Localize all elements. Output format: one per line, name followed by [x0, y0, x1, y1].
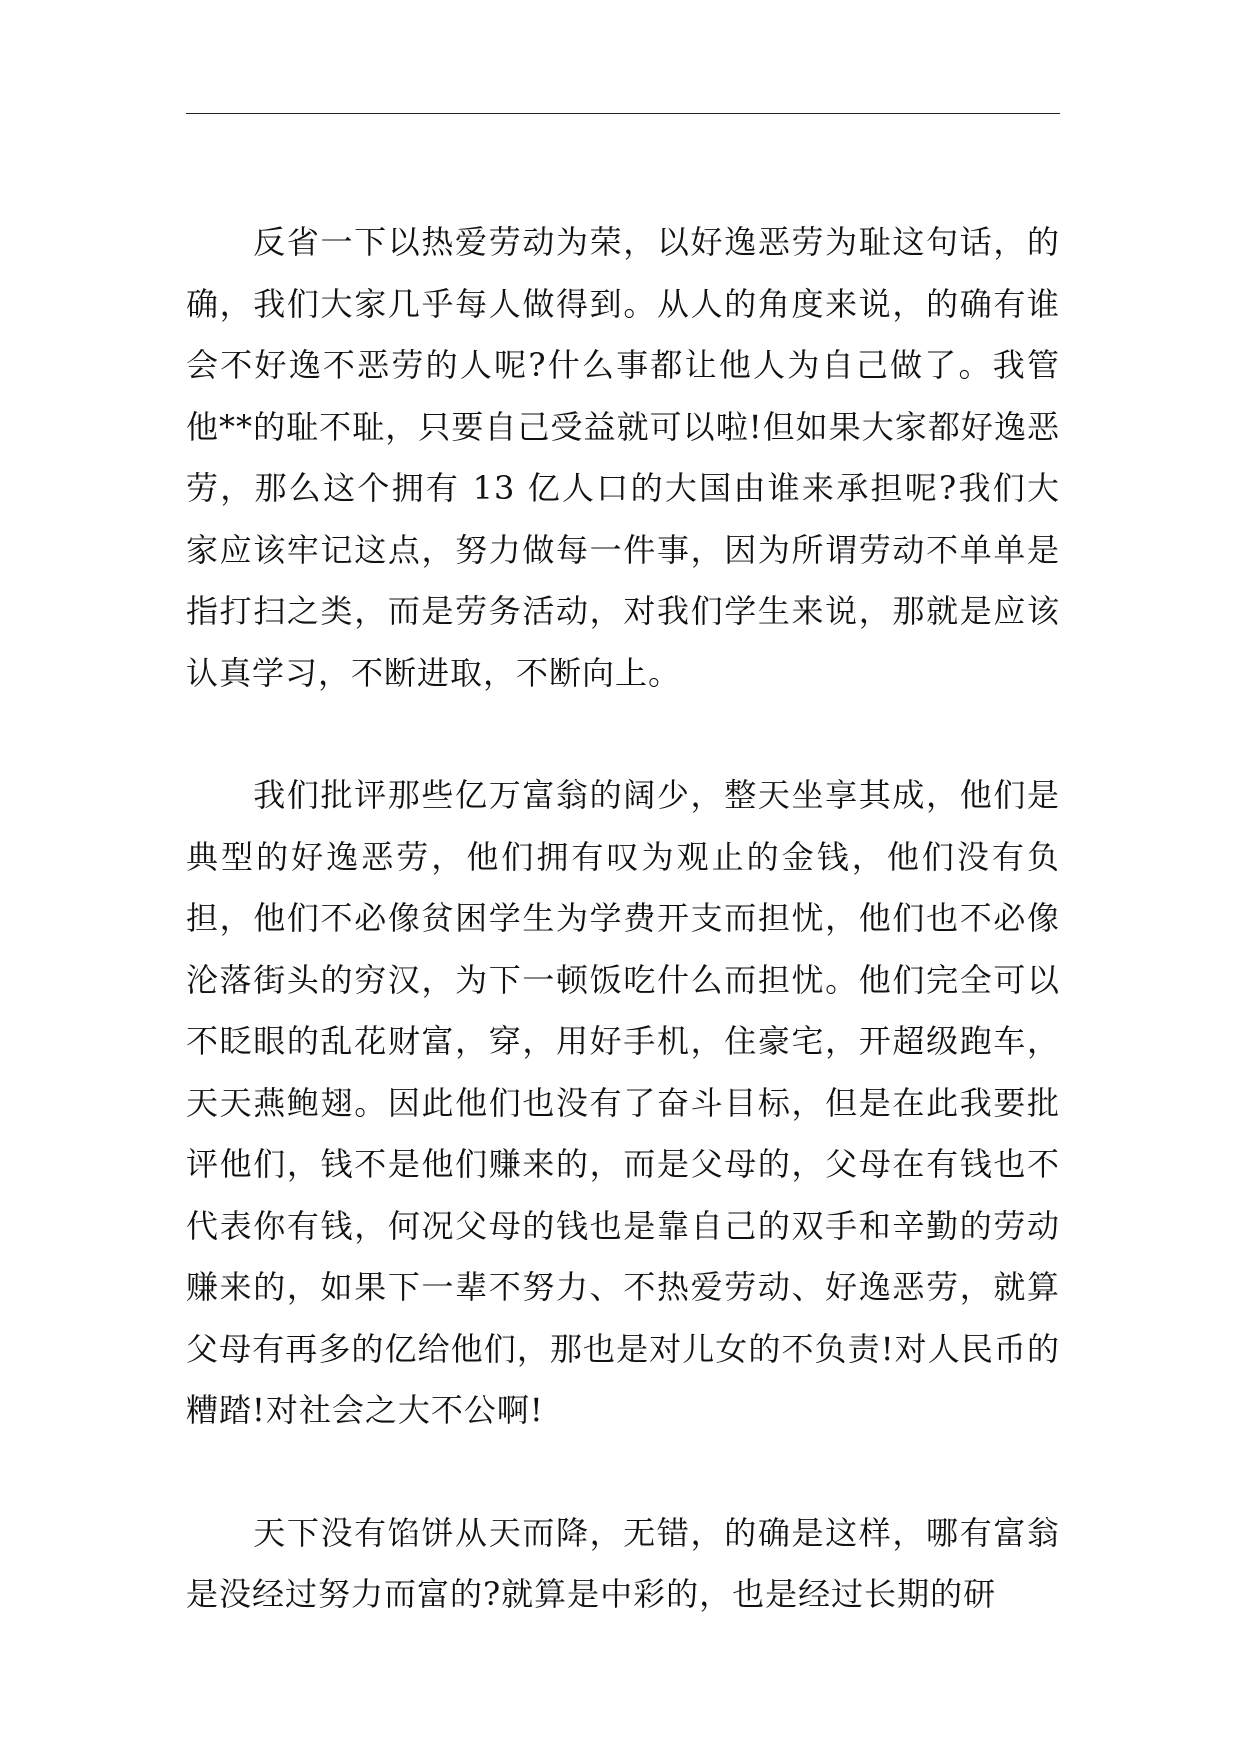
document-body — [186, 212, 1060, 1626]
paragraph-2: 我们批评那些亿万富翁的阔少，整天坐享其成，他们是典型的好逸恶劳，他们拥有叹为观止的金钱，他们没有负担，他们不必像贫困学生为学费开支而担忧，他们也不必像沦落街头的穷汉，为下一顿饭吃什么而担忧。他们完全可以不眨眼的乱花财富，穿，用好手机，住豪宅，开超级跑车，天天燕鲍翅。因此他们也没有了奋斗目标，但是在此我要批评他们，钱不是他们赚来的，而是父母的，父母在有钱也不代表你有钱，何况父母的钱也是靠自己的双手和辛勤的劳动赚来的，如果下一辈不努力、不热爱劳动、好逸恶劳，就算父母有再多的亿给他们，那也是对儿女的不负责!对人民币的糟踏!对社会之大不公啊! — [186, 776, 1060, 1429]
paragraph-3: 天下没有馅饼从天而降，无错，的确是这样，哪有富翁是没经过努力而富的?就算是中彩的，也是经过长期的研 — [186, 1513, 1060, 1613]
header-rule — [186, 113, 1060, 114]
paragraph-1: 反省一下以热爱劳动为荣，以好逸恶劳为耻这句话，的确，我们大家几乎每人做得到。从人的角度来说，的确有谁会不好逸不恶劳的人呢?什么事都让他人为自己做了。我管他**的耻不耻，只要自己受益就可以啦!但如果大家都好逸恶劳，那么这个拥有 13 亿人口的大国由谁来承担呢?我们大家应该牢记这点，努力做每一件事，因为所谓劳动不单单是指打扫之类，而是劳务活动，对我们学生来说，那就是应该认真学习，不断进取，不断向上。 — [186, 223, 1060, 692]
